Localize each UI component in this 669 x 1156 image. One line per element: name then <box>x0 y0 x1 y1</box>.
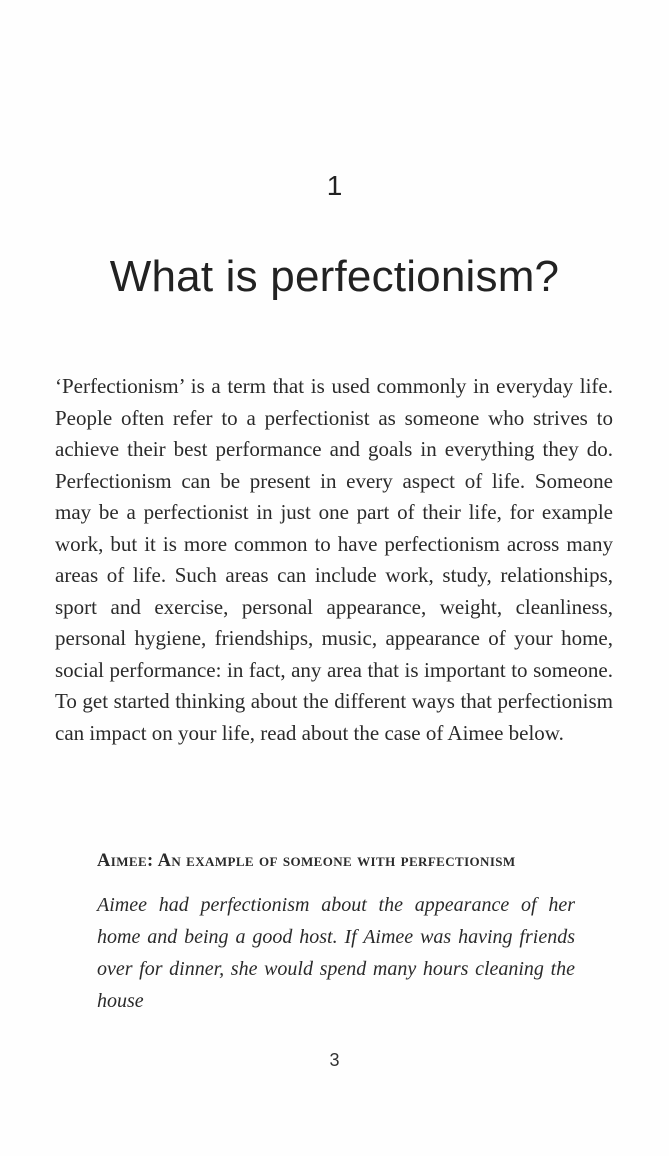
case-study <box>97 846 575 1017</box>
case-study-heading: Aimee: An example of someone with perfectionism <box>97 851 516 871</box>
intro-paragraph: ‘Perfectionism’ is a term that is used commonly in everyday life. People often refer to a perfectionist as someone who strives to achieve their best performance and goals in everything they do. Perfectionism can be present in every aspect of life. Someone may be a perfectionist in just one part of their life, for example work, but it is more common to have perfectionism across many areas of life. Such areas can include work, study, relationships, sport and exercise, personal appearance, weight, cleanliness, personal hygiene, friendships, music, appearance of your home, social performance: in fact, any area that is important to someone. To get started thinking about the different ways that perfectionism can impact on your life, read about the case of Aimee below. <box>55 374 613 745</box>
chapter-title: What is perfectionism? <box>109 252 560 301</box>
body-text <box>55 371 613 749</box>
chapter-number: 1 <box>326 170 343 201</box>
case-study-text: Aimee had perfectionism about the appearance of her home and being a good host. If Aimee was having friends over for dinner, she would spend many hours cleaning the house <box>97 894 575 1012</box>
page-number: 3 <box>329 1050 340 1070</box>
